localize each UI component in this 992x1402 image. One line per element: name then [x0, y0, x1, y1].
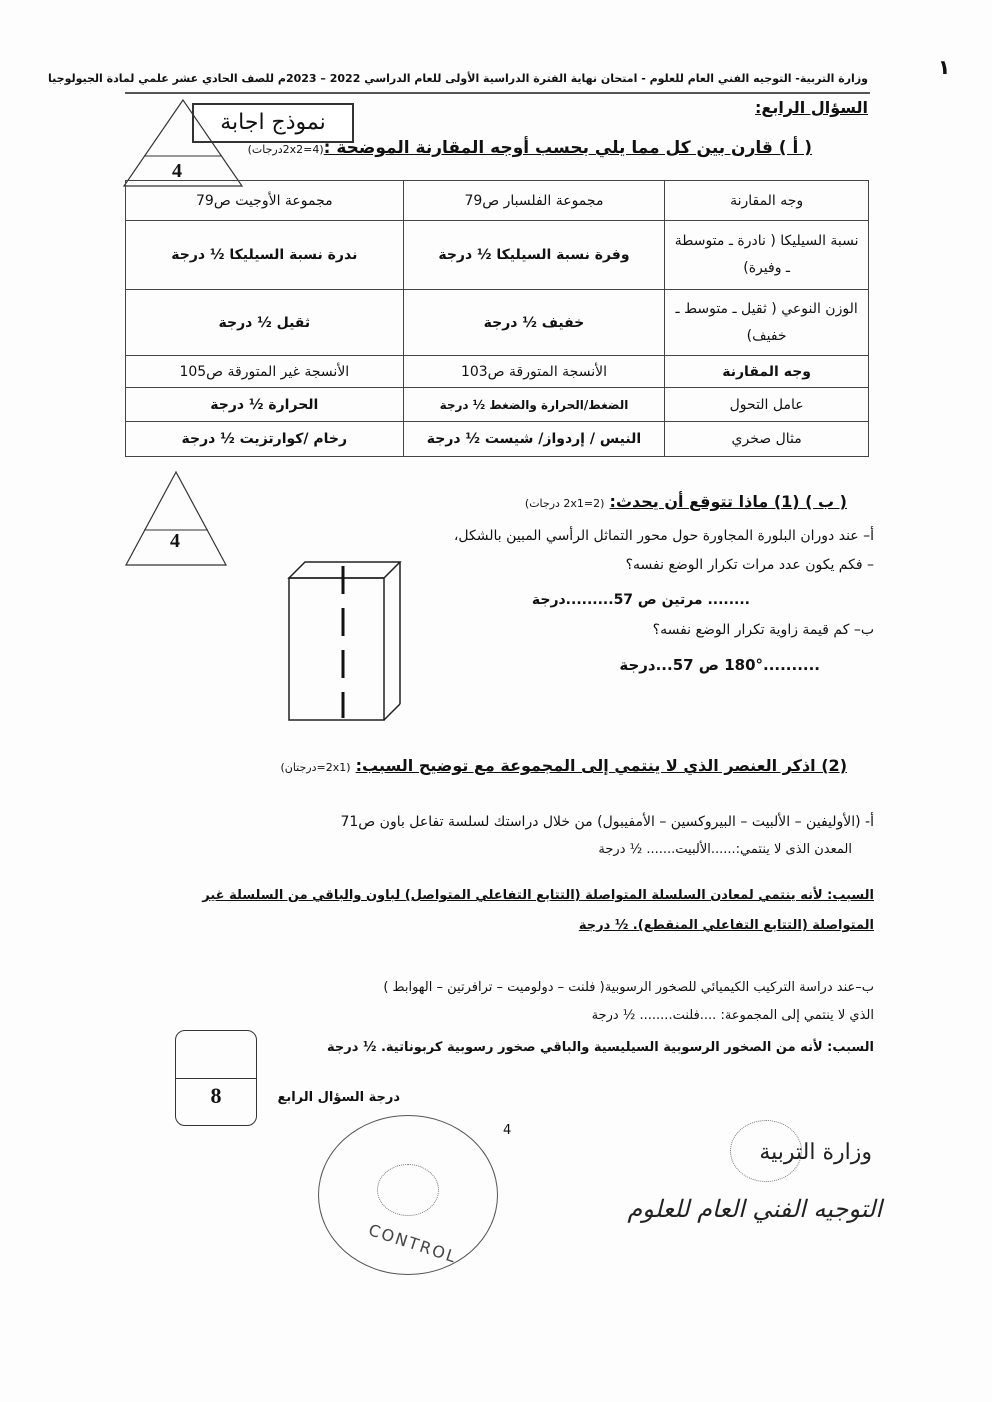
total-score-box	[175, 1030, 257, 1126]
score-triangle-a	[122, 98, 244, 188]
stamp-number: 4	[503, 1123, 512, 1138]
b2-b-question: ب–عند دراسة التركيب الكيميائي للصخور الرسوبية( فلنت – دولوميت – ترافرتين – الهوابط )	[383, 980, 874, 995]
table-row: عامل التحول الضغط/الحرارة والضغط ½ درجة الحرارة ½ درجة	[126, 388, 869, 422]
score-b1: 4	[170, 530, 180, 552]
control-stamp	[318, 1115, 498, 1275]
control-stamp-text: CONTROL	[366, 1220, 460, 1267]
table-row: وجه المقارنة مجموعة الفلسبار ص79 مجموعة الأوجيت ص79	[126, 181, 869, 221]
total-score: 8	[210, 1083, 222, 1108]
part-b2-title	[280, 756, 847, 775]
question-title: السؤال الرابع:	[754, 98, 868, 117]
part-a-title	[248, 138, 812, 158]
table-row: مثال صخري النيس / إردواز/ شيست ½ درجة رخام /كوارتزيت ½ درجة	[126, 422, 869, 457]
b2-a-answer: المعدن الذى لا ينتمي:......الألبيت....... ½ درجة	[598, 842, 852, 857]
total-label: درجة السؤال الرابع	[277, 1090, 400, 1105]
b1-question-1: – فكم يكون عدد مرات تكرار الوضع نفسه؟	[625, 557, 874, 573]
b2-a-question: أ- (الأوليفين – الألبيت – البيروكسين – الأمفيبول) من خلال دراستك لسلسة تفاعل باون ص71	[340, 814, 874, 830]
ministry-seal-line-1: وزارة التربية	[759, 1140, 872, 1165]
score-triangle-b	[124, 470, 228, 568]
part-b2-heading: (2) اذكر العنصر الذي لا ينتمي إلى المجموعة مع توضيح السبب:	[355, 756, 847, 775]
b1-intro: أ– عند دوران البلورة المجاورة حول محور التماثل الرأسي المبين بالشكل،	[453, 528, 874, 544]
stamp-emblem-icon	[377, 1164, 439, 1216]
part-a-marks: (2x2=4درجات)	[247, 143, 324, 156]
b2-b-reason: السبب: لأنه من الصخور الرسوبية السيليسية والباقي صخور رسوبية كربوناتية. ½ درجة	[327, 1040, 874, 1055]
score-a: 4	[172, 160, 182, 182]
b2-a-reason-2: المتواصلة (التتابع التفاعلي المنقطع). ½ درجة	[578, 918, 874, 933]
b2-b-answer: الذي لا ينتمي إلى المجموعة: ....فلنت........ ½ درجة	[591, 1008, 874, 1023]
part-b1-heading: ( ب ) (1) ماذا تتوقع أن يحدث:	[609, 492, 847, 511]
crystal-prism-diagram	[285, 558, 405, 724]
answer-model-box: نموذج اجابة	[192, 103, 354, 143]
part-a-heading: ( أ ) قارن بين كل مما يلي بحسب أوجه المقارنة الموضحة :	[323, 138, 812, 158]
ministry-seal-line-2: التوجيه الفني العام للعلوم	[627, 1195, 882, 1223]
b1-answer-1: ........ مرتين ص 57.........درجة	[531, 592, 750, 608]
b1-answer-2: ..........180° ص 57...درجة	[619, 656, 820, 674]
part-b1-title	[525, 492, 847, 511]
part-b2-marks: (2x1=درجتان)	[280, 761, 351, 774]
b1-question-2: ب– كم قيمة زاوية تكرار الوضع نفسه؟	[652, 622, 874, 638]
header-text: وزارة التربية- التوجيه الفني العام للعلوم - امتحان نهاية الفترة الدراسية الأولى للعام الدراسي 2022 – 2023م للصف الحادي عشر علمي لمادة الجيولوجيا	[48, 72, 868, 85]
comparison-table	[125, 180, 869, 457]
b2-a-reason-1: السبب: لأنه ينتمي لمعادن السلسلة المتواصلة (التتابع التفاعلي المتواصل) لباون والباقي من السلسلة غير	[202, 888, 874, 903]
table-row: الوزن النوعي ( ثقيل ـ متوسط ـ خفيف) خفيف ½ درجة ثقيل ½ درجة	[126, 290, 869, 356]
page-number: ١	[938, 55, 951, 79]
header-divider	[125, 92, 870, 94]
table-row: نسبة السيليكا ( نادرة ـ متوسطة ـ وفيرة) وفرة نسبة السيليكا ½ درجة ندرة نسبة السيليكا ½ درجة	[126, 221, 869, 290]
table-row: وجه المقارنة الأنسجة المتورقة ص103 الأنسجة غير المتورقة ص105	[126, 356, 869, 388]
part-b1-marks: (2x1=2 درجات)	[524, 497, 605, 510]
